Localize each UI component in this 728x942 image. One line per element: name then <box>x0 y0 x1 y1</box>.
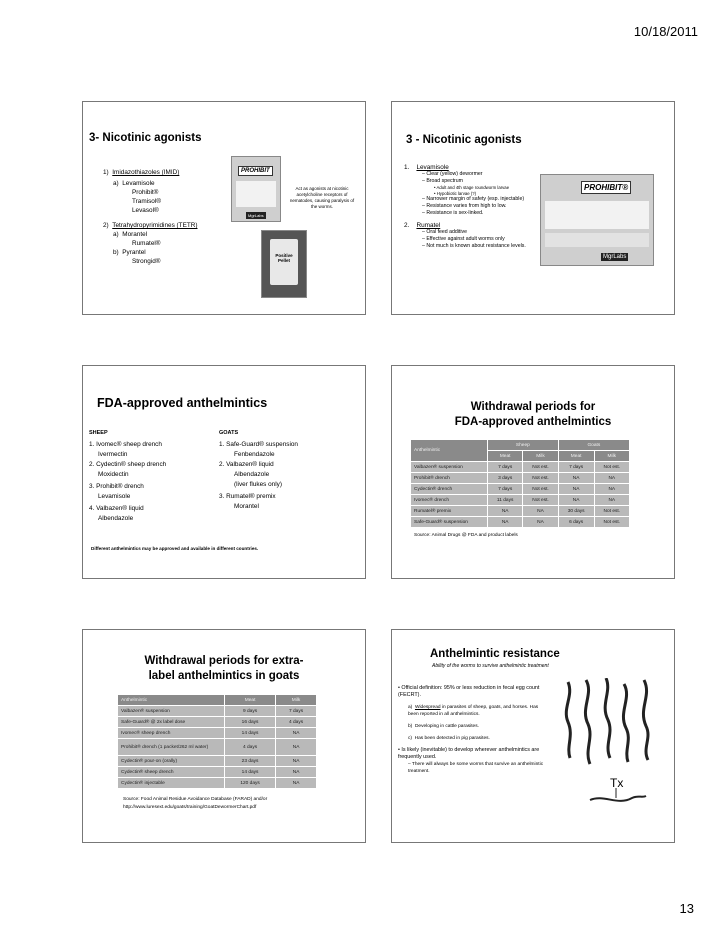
sub-bullet-item: c) Has been detected in pig parasites. <box>408 736 490 741</box>
bullet-item: – Not much is known about resistance levels. <box>422 243 526 249</box>
bullet-item: • Is likely (inevitable) to develop wherever anthelmintics are frequently used. <box>398 747 540 760</box>
list-item: 4. Valbazen® liquid Albendazole <box>89 505 144 522</box>
table-row: Valbazen® suspension 7 days Not est. 7 days Not est. <box>411 462 630 473</box>
column-header: Meat <box>488 451 523 462</box>
levamisole-section <box>404 164 544 250</box>
table-source: Source: Food Animal Residue Avoidance Database (FARAD) and/or http://www.luresext.edu/goats/training/GoatDewormerChart.pdf <box>123 797 268 810</box>
list-item: 1. Ivomec® sheep drench Ivermectin <box>89 441 162 458</box>
slide-nicotinic-agonists-1 <box>82 101 366 315</box>
list-item: 2) Tetrahydropyrimidines (TETR) <box>103 222 198 229</box>
table-row: Cydectin® injectable 120 days NA <box>118 778 317 789</box>
package-label: PROHIBIT <box>238 166 273 176</box>
bullet-item: – Oral feed additive <box>422 229 467 235</box>
treatment-label: Tx <box>610 776 624 790</box>
column-header: Anthelmintic <box>411 440 488 462</box>
list-item: 2. Cydectin® sheep drench Moxidectin <box>89 461 167 478</box>
resistance-bullets <box>398 685 548 775</box>
column-header: Sheep <box>488 440 559 451</box>
bullet-item: – Resistance is sex-linked. <box>422 210 484 216</box>
worm-icon <box>585 680 590 764</box>
package-label-area <box>236 181 276 207</box>
list-item: a) Morantel <box>113 231 148 238</box>
package-label: Positive Pellet <box>275 253 293 263</box>
table-row: Ivomec® drench 11 days Not est. NA NA <box>411 495 630 506</box>
column-header: Anthelmintic <box>118 695 225 706</box>
list-item: Strongid® <box>132 258 161 265</box>
bullet-item: – Broad spectrum <box>422 178 463 184</box>
list-item: 2. Valbazen® liquid Albendazole (liver flukes only) <box>219 461 282 488</box>
section-heading: 1. Levamisole <box>404 164 449 171</box>
table-row: Safe-Guard® suspension NA NA 6 days Not est. <box>411 517 630 528</box>
section-heading: 2. Rumatel <box>404 222 441 229</box>
list-item: Levasol® <box>132 207 159 214</box>
sub-bullet-item: • Adult and 4th stage roundworm larvae <box>434 185 510 190</box>
list-item: 1) Imidazothiazoles (IMID) <box>103 169 180 176</box>
worm-icon <box>566 682 570 758</box>
column-heading: GOATS <box>219 430 239 436</box>
list-item: Prohibit® <box>132 189 159 196</box>
slide-fda-approved-anthelmintics <box>82 365 366 579</box>
list-item: 3. Prohibit® drench Levamisole <box>89 483 144 500</box>
package-label: PROHIBIT® <box>581 181 631 194</box>
sub-bullet-item: • Hypobiotic larvae (?) <box>434 190 477 196</box>
worm-icon <box>605 678 610 758</box>
rumatel-package-image <box>261 230 307 298</box>
column-header: Milk <box>523 451 558 462</box>
table-row: Safe-Guard® @ 2x label dose 16 days 4 days <box>118 717 317 728</box>
bullet-item: – Resistance varies from high to low. <box>422 203 507 209</box>
withdrawal-table <box>410 439 630 528</box>
package-label-area <box>545 201 649 229</box>
mode-of-action-note: Act as agonists at nicotinic acetylcholine receptors of nematodes, causing paralysis of the worms. <box>289 186 355 209</box>
column-header: Goats <box>558 440 629 451</box>
worm-icon <box>623 684 628 762</box>
package-label-area <box>270 239 298 285</box>
table-header-row <box>411 440 630 451</box>
page-date: 10/18/2011 <box>633 24 698 39</box>
withdrawal-table <box>117 694 317 789</box>
slide-title: Withdrawal periods for FDA-approved anthelmintics <box>454 401 612 428</box>
column-header: Milk <box>276 695 317 706</box>
table-header-row <box>118 695 317 706</box>
table-row: Ivomec® sheep drench 14 days NA <box>118 728 317 739</box>
sheep-list <box>89 428 209 524</box>
table-row: Prohibit® drench 3 days Not est. NA NA <box>411 473 630 484</box>
manufacturer-logo: MgrLabs <box>603 254 627 260</box>
slide-title: Withdrawal periods for extra- label anthelmintics in goats <box>144 655 304 682</box>
package-label-area <box>545 233 649 247</box>
table-row: Valbazen® suspension 9 days 7 days <box>118 706 317 717</box>
slide-title: 3 - Nicotinic agonists <box>406 134 522 146</box>
slide-withdrawal-periods-fda <box>391 365 675 579</box>
prohibit-package-image <box>540 174 654 266</box>
table-source: Source: Animal Drugs @ FDA and product labels <box>414 533 518 538</box>
slide-title: Anthelmintic resistance <box>430 648 560 660</box>
table-row: Cydectin® sheep drench 14 days NA <box>118 767 317 778</box>
table-row: Cydectin® drench 7 days Not est. NA NA <box>411 484 630 495</box>
column-header: Milk <box>594 451 629 462</box>
table-row: Prohibit® drench (1 packet/262 ml water) 4 days NA <box>118 739 317 756</box>
worm-icon <box>590 796 646 801</box>
slide-anthelmintic-resistance <box>391 629 675 843</box>
list-item: 1. Safe-Guard® suspension Fenbendazole <box>219 441 298 458</box>
list-item: 3. Rumatel® premix Morantel <box>219 493 276 510</box>
table-row: Rumatel® premix NA NA 30 days Not est. <box>411 506 630 517</box>
page-number: 13 <box>679 901 694 916</box>
list-item: Rumatel® <box>132 240 161 247</box>
list-item: b) Pyrantel <box>113 249 146 256</box>
column-heading: SHEEP <box>89 430 108 436</box>
list-item: a) Levamisole <box>113 180 155 187</box>
slide-title: 3- Nicotinic agonists <box>89 132 202 144</box>
bullet-item: – Clear (yellow) dewormer <box>422 171 483 177</box>
column-header: Meat <box>225 695 276 706</box>
bullet-item: – Narrower margin of safety (esp. injectable) <box>422 196 525 202</box>
sub-bullet-item: b) Developing in cattle parasites. <box>408 724 479 729</box>
slide-title: FDA-approved anthelmintics <box>97 396 268 410</box>
prohibit-package-image <box>231 156 281 222</box>
column-header: Meat <box>558 451 594 462</box>
drug-class-list <box>103 168 197 266</box>
goats-list <box>219 428 359 512</box>
table-row: Cydectin® pour-on (orally) 23 days NA <box>118 756 317 767</box>
bullet-item: – Effective against adult worms only <box>422 236 505 242</box>
slide-nicotinic-agonists-2 <box>391 101 675 315</box>
list-item: Tramisol® <box>132 198 161 205</box>
slide-subtitle: Ability of the worms to survive anthelmintic treatment <box>432 663 549 669</box>
bullet-item: • Official definition: 95% or less reduction in fecal egg count (FECRT). <box>398 685 540 698</box>
worm-icon <box>643 680 648 760</box>
manufacturer-logo: MgrLabs <box>248 213 264 218</box>
sub-bullet-item: – There will always be some worms that survive an anthelmintic treatment. <box>408 762 544 774</box>
footnote: Different anthelmintics may be approved and available in different countries. <box>91 546 259 551</box>
sub-bullet-item: a) Widespread in parasites of sheep, goats, and horses. Has been reported in all anthelmintics. <box>408 705 539 717</box>
slide-withdrawal-periods-extra-label <box>82 629 366 843</box>
